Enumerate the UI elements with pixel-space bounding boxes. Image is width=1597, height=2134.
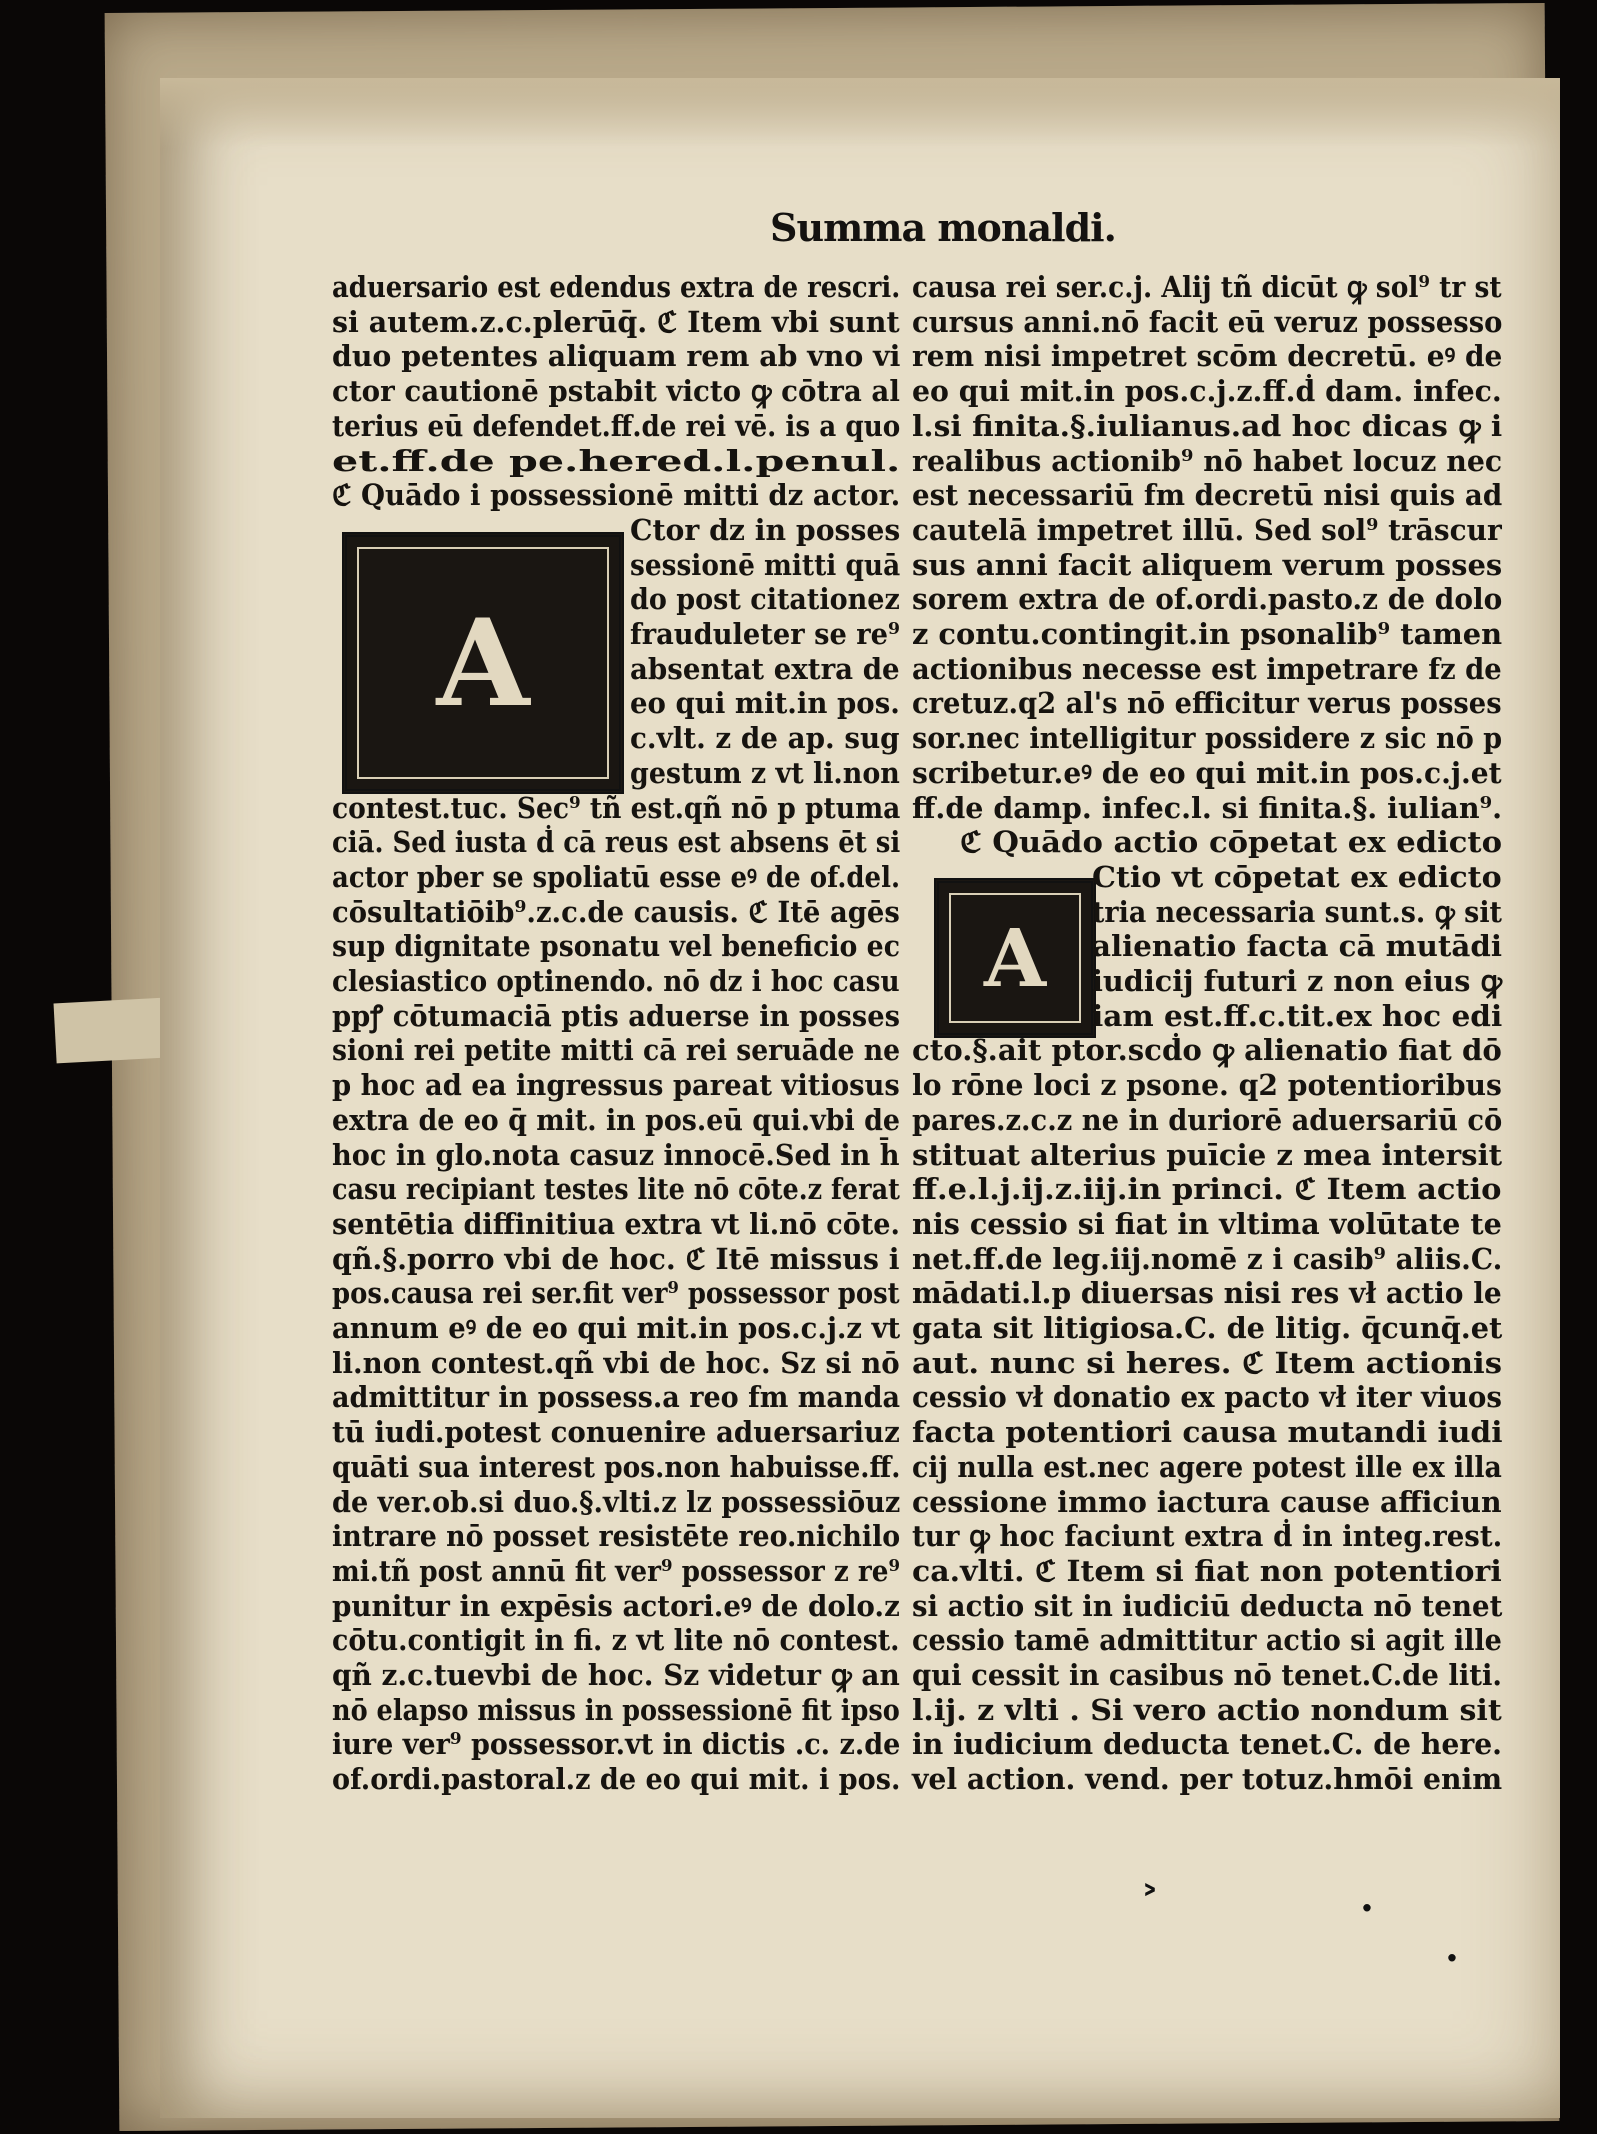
text-line: ℭ Quādo i possessionē mitti dz actor. [332,478,901,513]
text-line: ctor cautionē pstabit victo ꝙ cōtra al [332,374,900,409]
text-line: cursus anni.nō facit eū veruz possesso [912,304,1503,339]
text-line: et.ff.de pe.hered.l.penul. [332,443,901,478]
text-line: rem nisi impetret scōm decretū. eꝰ de [912,339,1503,374]
text-line: of.ordi.pastoral.z de eo qui mit. i pos. [332,1762,901,1797]
text-line: cessio vł donatio ex pacto vł iter viuos [912,1380,1503,1415]
text-line: c.vlt. z de ap. sug [630,721,900,756]
text-line: net.ff.de leg.iij.nomē z i casib⁹ aliis.C. [912,1241,1503,1276]
text-line: ciā. Sed iusta ḋ cā reus est absens ēt si [332,825,901,860]
ink-marks: ˃ [1140,1880,1160,1927]
text-line: sus anni facit aliquem verum posses [912,547,1503,582]
text-line: cautelā impetret illū. Sed sol⁹ trāscur [912,512,1502,547]
text-line: nō elapso missus in possessionē fit ipso [332,1692,900,1727]
text-line: in iudicium deducta tenet.C. de here. [912,1727,1502,1762]
text-line: actor pber se spoliatū esse eꝰ de of.del. [332,859,900,894]
decorated-initial-right [934,878,1096,1038]
text-line: sup dignitate psonatu vel beneficio ec [332,929,900,964]
text-line: absentat extra de [630,651,900,686]
text-line: punitur in expēsis actori.eꝰ de dolo.z [332,1588,900,1623]
text-line: duo petentes aliquam rem ab vno vi [332,339,901,374]
text-line: pos.causa rei ser.fit ver⁹ possessor post [332,1276,900,1311]
text-line: pares.z.c.z ne in duriorē aduersariū cō [912,1102,1503,1137]
text-line: nis cessio si fiat in vltima volūtate te [912,1206,1502,1241]
decorated-initial-left [342,532,624,794]
text-line: contest.tuc. Sec⁹ tñ est.qñ nō p ptuma [332,790,901,825]
text-line: eo qui mit.in pos. [630,686,900,721]
initial-letter-right: A [983,911,1047,1005]
text-line: vel action. vend. per totuz.hmōi enim [912,1762,1503,1797]
text-line: qui cessit in casibus nō tenet.C.de liti. [912,1658,1502,1692]
text-line: mādati.l.p diuersas nisi res vł actio le [912,1276,1502,1311]
text-line: intrare nō posset resistēte reo.nichilo [332,1519,901,1554]
text-line: causa rei ser.c.j. Alij tñ dicūt ꝙ sol⁹ tr st [912,270,1502,304]
text-line: alienatio facta cā mutādi [1092,929,1502,964]
text-line: cōtu.contigit in fi. z vt lite nō contest. [332,1623,900,1658]
text-line: clesiastico optinendo. nō dz i hoc casu [332,964,900,998]
text-line: sorem extra de of.ordi.pasto.z de dolo [912,582,1503,617]
text-line: sor.nec intelligitur possidere z sic nō p [912,721,1503,756]
text-line: hoc in glo.nota casuz innocē.Sed in h̄ [332,1137,900,1172]
text-line: ff.de damp. infec.l. si finita.§. iulian⁹. [912,790,1503,825]
text-line: cij nulla est.nec agere potest ille ex illa [912,1449,1502,1484]
text-line: cto.§.ait ptor.scḋo ꝙ alienatio fiat dō [912,1033,1502,1068]
text-line: actionibus necesse est impetrare fz de [912,651,1502,686]
text-line: l.ij. z vlti . Si vero actio nondum sit [912,1692,1502,1727]
text-line: iudicij futuri z non eius ꝙ [1092,964,1503,998]
text-line: aut. nunc si heres. ℭ Item actionis [912,1345,1503,1380]
text-line: frauduleter se re⁹ [630,617,900,651]
text-line: quāti sua interest pos.non habuisse.ff. [332,1449,901,1484]
text-line: annum eꝰ de eo qui mit.in pos.c.j.z vt [332,1311,901,1345]
text-line: si actio sit in iudiciū deducta nō tenet [912,1588,1503,1623]
text-line: terius eū defendet.ff.de rei vē. is a quo [332,408,901,443]
text-line: iure ver⁹ possessor.vt in dictis .c. z.de [332,1727,901,1762]
text-line: cretuz.q2 al's nō efficitur verus posses [912,686,1502,721]
text-line: extra de eo q̄ mit. in pos.eū qui.vbi de [332,1102,900,1137]
text-line: realibus actionib⁹ nō habet locuz nec [912,443,1503,478]
text-line: cessione immo iactura cause afficiun [912,1484,1502,1519]
running-head: Summa monaldi. [770,205,1116,250]
text-line: ppꝭ cōtumaciā ptis aduerse in posses [332,998,901,1033]
text-line: casu recipiant testes lite nō cōte.z ferat [332,1172,900,1207]
text-line: eo qui mit.in pos.c.j.z.ff.ḋ dam. infec. [912,374,1502,409]
text-line: ℭ Quādo actio cōpetat ex edicto [960,825,1503,860]
text-line: scribetur.eꝰ de eo qui mit.in pos.c.j.et [912,755,1502,790]
text-line: si autem.z.c.plerūq̄. ℭ Item vbi sunt [332,304,900,339]
text-line: tur ꝙ hoc faciunt extra ḋ in integ.rest. [912,1519,1503,1554]
text-line: gestum z vt li.non [630,755,900,790]
text-line: li.non contest.qñ vbi de hoc. Sz si nō [332,1345,900,1380]
text-line: Ctio vt cōpetat ex edicto [1092,859,1502,894]
text-line: gata sit litigiosa.C. de litig. q̄cunq̄.et [912,1311,1503,1345]
text-line: est necessariū fm decretū nisi quis ad [912,478,1503,513]
text-line: iam est.ff.c.tit.ex hoc edi [1092,998,1503,1033]
text-line: aduersario est edendus extra de rescri. [332,270,901,304]
text-line: p hoc ad ea ingressus pareat vitiosus [332,1068,900,1103]
text-line: tria necessaria sunt.s. ꝙ sit [1092,894,1502,929]
text-line: sessionē mitti quā [630,547,901,582]
initial-letter-left: A [436,592,530,734]
ink-marks: · [1360,1885,1374,1932]
text-line: sioni rei petite mitti cā rei seruāde ne [332,1033,901,1068]
text-line: qñ z.c.tuevbi de hoc. Sz videtur ꝙ an [332,1658,900,1692]
text-line: do post citationez [630,582,900,617]
text-line: mi.tñ post annū fit ver⁹ possessor z re⁹ [332,1553,900,1588]
text-line: admittitur in possess.a reo fm manda [332,1380,901,1415]
text-line: z contu.contingit.in psonalib⁹ tamen [912,617,1503,651]
text-line: cessio tamē admittitur actio si agit ille [912,1623,1502,1658]
text-line: facta potentiori causa mutandi iudi [912,1415,1503,1450]
ink-marks: · [1445,1935,1459,1982]
text-line: l.si finita.§.iulianus.ad hoc dicas ꝙ i [912,408,1503,443]
text-line: lo rōne loci z psone. q2 potentioribus [912,1068,1502,1103]
text-line: qñ.§.porro vbi de hoc. ℭ Itē missus i [332,1241,900,1276]
text-line: ff.e.l.j.ij.z.iij.in princi. ℭ Item actio [912,1172,1502,1207]
text-line: sentētia diffinitiua extra vt li.nō cōte. [332,1206,900,1241]
text-line: stituat alterius puīcie z mea intersit [912,1137,1503,1172]
text-line: ca.vlti. ℭ Item si fiat non potentiori [912,1553,1502,1588]
text-line: de ver.ob.si duo.§.vlti.z lz possessiōuz [332,1484,901,1519]
text-line: tū iudi.potest conuenire aduersariuz [332,1415,900,1450]
text-line: cōsultatiōib⁹.z.c.de causis. ℭ Itē agēs [332,894,900,929]
text-line: Ctor dz in posses [630,512,901,547]
